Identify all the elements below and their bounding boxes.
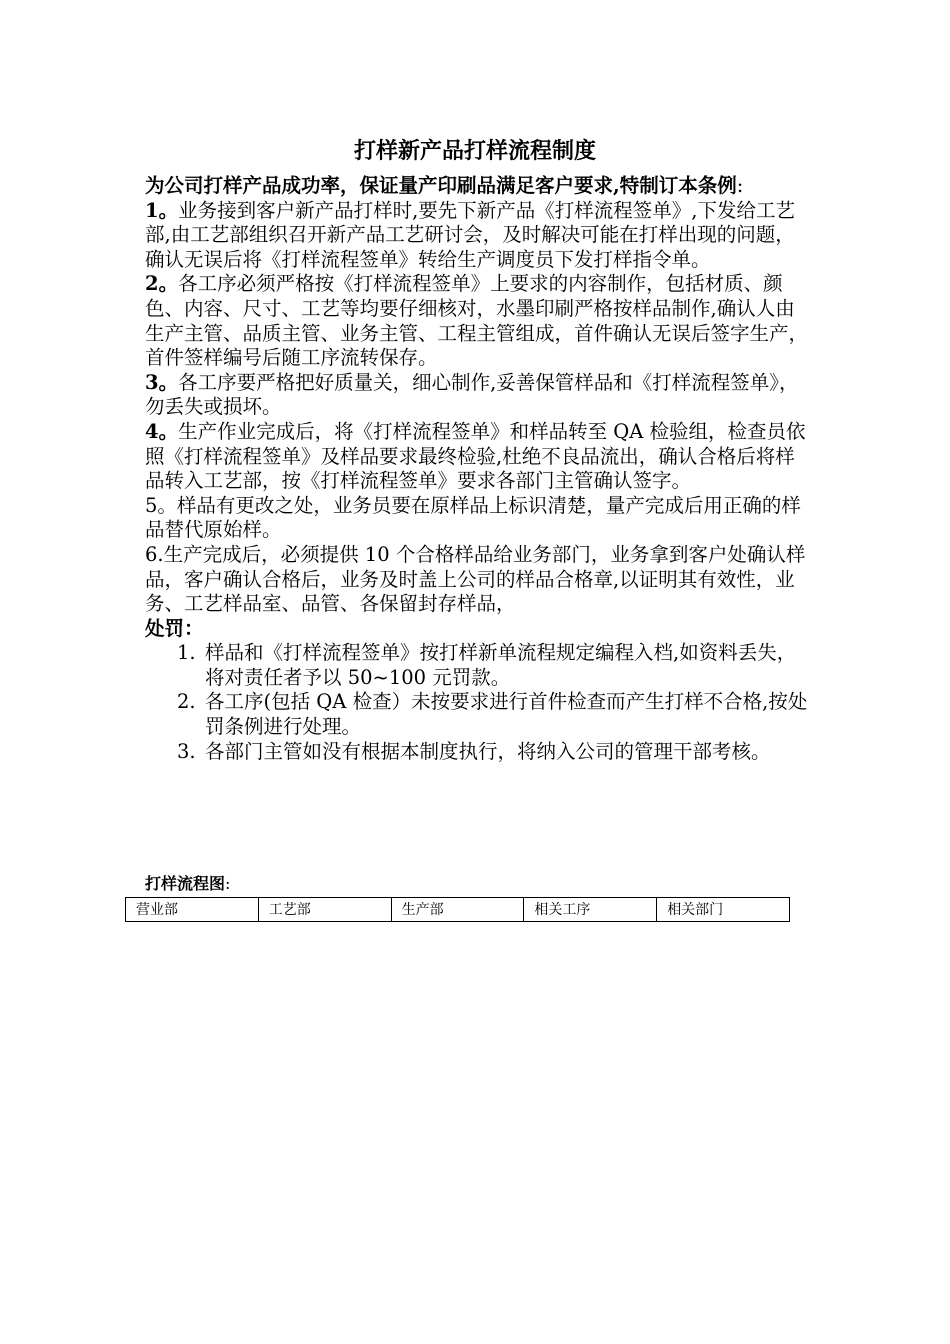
penalty-item-1 (177, 641, 813, 690)
rule-text: 业务接到客户新产品打样时,要先下新产品《打样流程签单》,下发给工艺部,由工艺部组织召开新产品工艺研讨会，及时解决可能在打样出现的问题，确认无误后将《打样流程签单》转给生产调度员下发打样指令单。 (145, 198, 795, 271)
rule-number: 4。 (145, 419, 179, 443)
intro-colon: : (736, 174, 744, 197)
flow-column-production: 生产部 (391, 898, 524, 922)
rule-item-4 (145, 420, 813, 494)
flow-title-colon: : (225, 874, 231, 893)
penalty-list (145, 641, 813, 764)
penalty-number: 2. (177, 690, 196, 714)
rule-item-5 (145, 494, 813, 543)
rule-text: 样品有更改之处，业务员要在原样品上标识清楚，量产完成后用正确的样品替代原始样。 (145, 493, 801, 542)
rule-text: 各工序必须严格按《打样流程签单》上要求的内容制作，包括材质、颜色、内容、尺寸、工艺等均要仔细核对，水墨印刷严格按样品制作,确认人由生产主管、品质主管、业务主管、工程主管组成，首件确认无误后签字生产，首件签样编号后随工序流转保存。 (145, 272, 809, 370)
penalty-text: 样品和《打样流程签单》按打样新单流程规定编程入档,如资料丢失，将对责任者予以 50~100 元罚款。 (205, 641, 797, 689)
intro-paragraph (145, 174, 813, 199)
penalty-heading: 处罚： (145, 616, 204, 640)
flow-header-row (126, 898, 790, 922)
rule-item-6 (145, 543, 813, 617)
flow-chart-title (145, 874, 230, 894)
rule-item-1 (145, 199, 813, 273)
flow-title-text: 打样流程图 (145, 874, 226, 893)
penalty-item-2 (177, 690, 813, 739)
rule-text: 各工序要严格把好质量关，细心制作,妥善保管样品和《打样流程签单》，勿丢失或损坏。 (145, 370, 799, 419)
penalty-text: 各部门主管如没有根据本制度执行，将纳入公司的管理干部考核。 (205, 739, 771, 763)
penalty-item-3 (177, 739, 813, 765)
flow-column-related-process: 相关工序 (524, 898, 657, 922)
rule-number: 5。 (145, 493, 177, 517)
penalty-text: 各工序(包括 QA 检查）未按要求进行首件检查而产生打样不合格,按处罚条例进行处理。 (205, 690, 808, 739)
flow-column-related-department: 相关部门 (657, 898, 790, 922)
document-title: 打样新产品打样流程制度 (353, 138, 596, 164)
flow-column-process-engineering: 工艺部 (258, 898, 391, 922)
flow-column-sales: 营业部 (126, 898, 259, 922)
intro-text: 为公司打样产品成功率，保证量产印刷品满足客户要求,特制订本条例 (145, 174, 737, 197)
rule-item-2 (145, 272, 813, 370)
rule-number: 1。 (145, 198, 179, 222)
rule-text: 生产作业完成后，将《打样流程签单》和样品转至 QA 检验组，检查员依照《打样流程签单》及样品要求最终检验,杜绝不良品流出，确认合格后将样品转入工艺部，按《打样流程签单》要求各部门主管确认签字。 (145, 419, 806, 493)
rule-item-3 (145, 371, 813, 420)
rule-number: 2。 (145, 272, 179, 296)
rule-number: 3。 (145, 370, 179, 394)
flow-chart-table (125, 897, 790, 922)
rule-number: 6. (145, 542, 164, 566)
document-body (145, 174, 813, 764)
rule-text: 生产完成后，必须提供 10 个合格样品给业务部门，业务拿到客户处确认样品，客户确认合格后，业务及时盖上公司的样品合格章,以证明其有效性，业务、工艺样品室、品管、各保留封存样品， (145, 542, 806, 616)
penalty-number: 1. (177, 641, 196, 665)
penalty-number: 3. (177, 739, 196, 763)
